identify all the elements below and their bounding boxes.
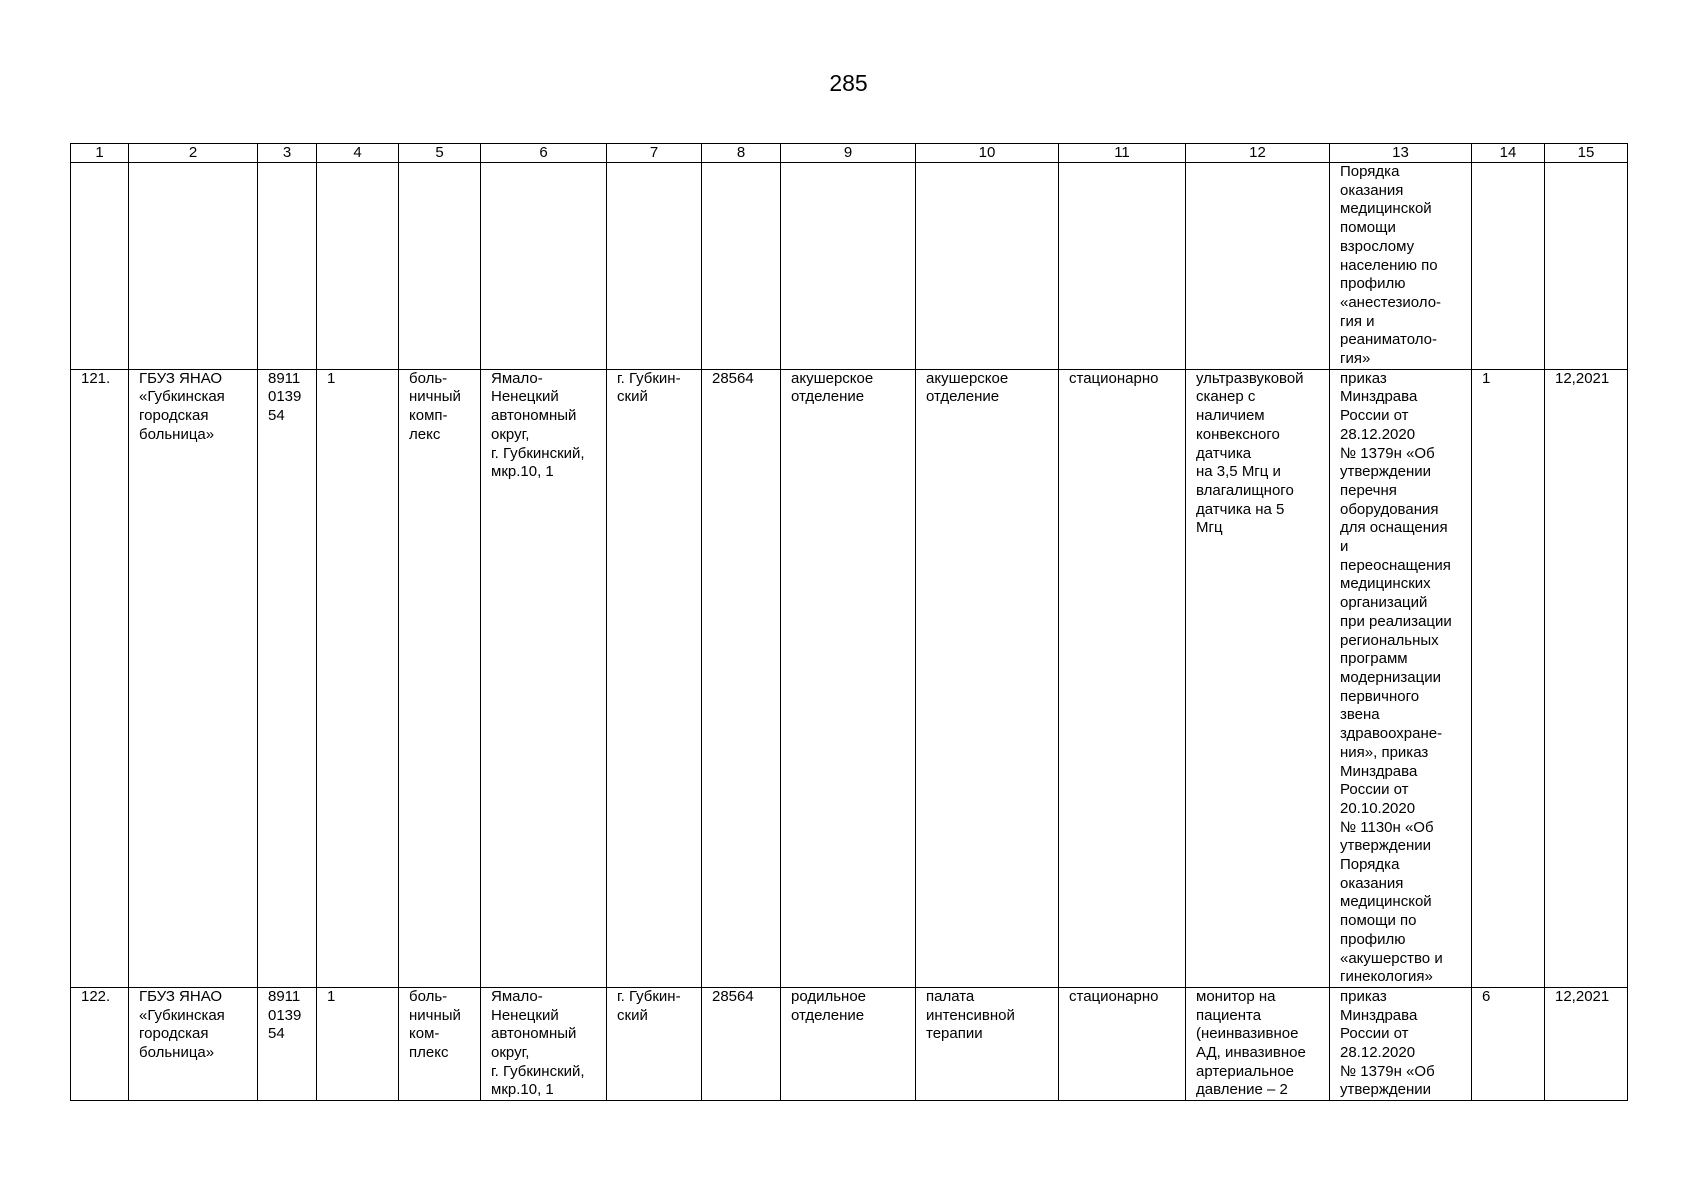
row-number-cell: 122. <box>71 987 129 1100</box>
unit-cell: палата интенсивной терапии <box>916 987 1059 1100</box>
quantity-cell: 6 <box>1472 987 1545 1100</box>
building-type-cell <box>399 163 481 370</box>
column-header: 14 <box>1472 144 1545 163</box>
table-row-continuation <box>71 163 1628 370</box>
organization-cell: ГБУЗ ЯНАО «Губкинская городская больница» <box>129 987 258 1100</box>
city-cell <box>607 163 702 370</box>
code-cell: 8911 0139 54 <box>258 987 317 1100</box>
city-cell: г. Губкин- ский <box>607 369 702 987</box>
col4-cell: 1 <box>317 987 399 1100</box>
code-cell <box>258 163 317 370</box>
page-number: 285 <box>829 70 868 96</box>
population-cell <box>702 163 781 370</box>
building-type-cell: боль- ничный комп- лекс <box>399 369 481 987</box>
table-row <box>71 987 1628 1100</box>
column-header: 1 <box>71 144 129 163</box>
col4-cell <box>317 163 399 370</box>
column-header: 13 <box>1330 144 1472 163</box>
row-number-cell <box>71 163 129 370</box>
equipment-cell: ультразвуковой сканер с наличием конвексного датчика на 3,5 Мгц и влагалищного датчика на 5 Мгц <box>1186 369 1330 987</box>
column-header: 10 <box>916 144 1059 163</box>
address-cell <box>481 163 607 370</box>
unit-cell <box>916 163 1059 370</box>
column-header: 4 <box>317 144 399 163</box>
unit-cell: акушерское отделение <box>916 369 1059 987</box>
department-cell: родильное отделение <box>781 987 916 1100</box>
address-cell: Ямало- Ненецкий автономный округ, г. Губкинский, мкр.10, 1 <box>481 369 607 987</box>
table-row <box>71 369 1628 987</box>
quantity-cell <box>1472 163 1545 370</box>
date-cell <box>1545 163 1628 370</box>
organization-cell: ГБУЗ ЯНАО «Губкинская городская больница» <box>129 369 258 987</box>
regulation-cell: приказ Минздрава России от 28.12.2020 № 1379н «Об утверждении перечня оборудования для оснащения и переоснащения медицинских организаций при реализации региональных программ модернизации первичного звена здравоохране- ния», приказ Минздрава России от 20.10.2020 № 1130н «Об утверждении Порядка оказания медицинской помощи по профилю «акушерство и гинекология» <box>1330 369 1472 987</box>
code-cell: 8911 0139 54 <box>258 369 317 987</box>
equipment-cell: монитор на пациента (неинвазивное АД, инвазивное артериальное давление – 2 <box>1186 987 1330 1100</box>
department-cell <box>781 163 916 370</box>
regulation-cell: приказ Минздрава России от 28.12.2020 № 1379н «Об утверждении <box>1330 987 1472 1100</box>
regulation-cell: Порядка оказания медицинской помощи взрослому населению по профилю «анестезиоло- гия и реаниматоло- гия» <box>1330 163 1472 370</box>
column-header: 15 <box>1545 144 1628 163</box>
address-cell: Ямало- Ненецкий автономный округ, г. Губкинский, мкр.10, 1 <box>481 987 607 1100</box>
quantity-cell: 1 <box>1472 369 1545 987</box>
building-type-cell: боль- ничный ком- плекс <box>399 987 481 1100</box>
column-header: 11 <box>1059 144 1186 163</box>
row-number-cell: 121. <box>71 369 129 987</box>
organization-cell <box>129 163 258 370</box>
column-header: 3 <box>258 144 317 163</box>
date-cell: 12,2021 <box>1545 369 1628 987</box>
column-header: 6 <box>481 144 607 163</box>
column-header: 5 <box>399 144 481 163</box>
column-header: 7 <box>607 144 702 163</box>
col4-cell: 1 <box>317 369 399 987</box>
department-cell: акушерское отделение <box>781 369 916 987</box>
column-header: 2 <box>129 144 258 163</box>
care-mode-cell <box>1059 163 1186 370</box>
population-cell: 28564 <box>702 369 781 987</box>
care-mode-cell: стационарно <box>1059 987 1186 1100</box>
population-cell: 28564 <box>702 987 781 1100</box>
column-number-header-row <box>71 144 1628 163</box>
equipment-cell <box>1186 163 1330 370</box>
care-mode-cell: стационарно <box>1059 369 1186 987</box>
equipment-register-table <box>70 143 1628 1101</box>
column-header: 9 <box>781 144 916 163</box>
date-cell: 12,2021 <box>1545 987 1628 1100</box>
column-header: 12 <box>1186 144 1330 163</box>
city-cell: г. Губкин- ский <box>607 987 702 1100</box>
column-header: 8 <box>702 144 781 163</box>
